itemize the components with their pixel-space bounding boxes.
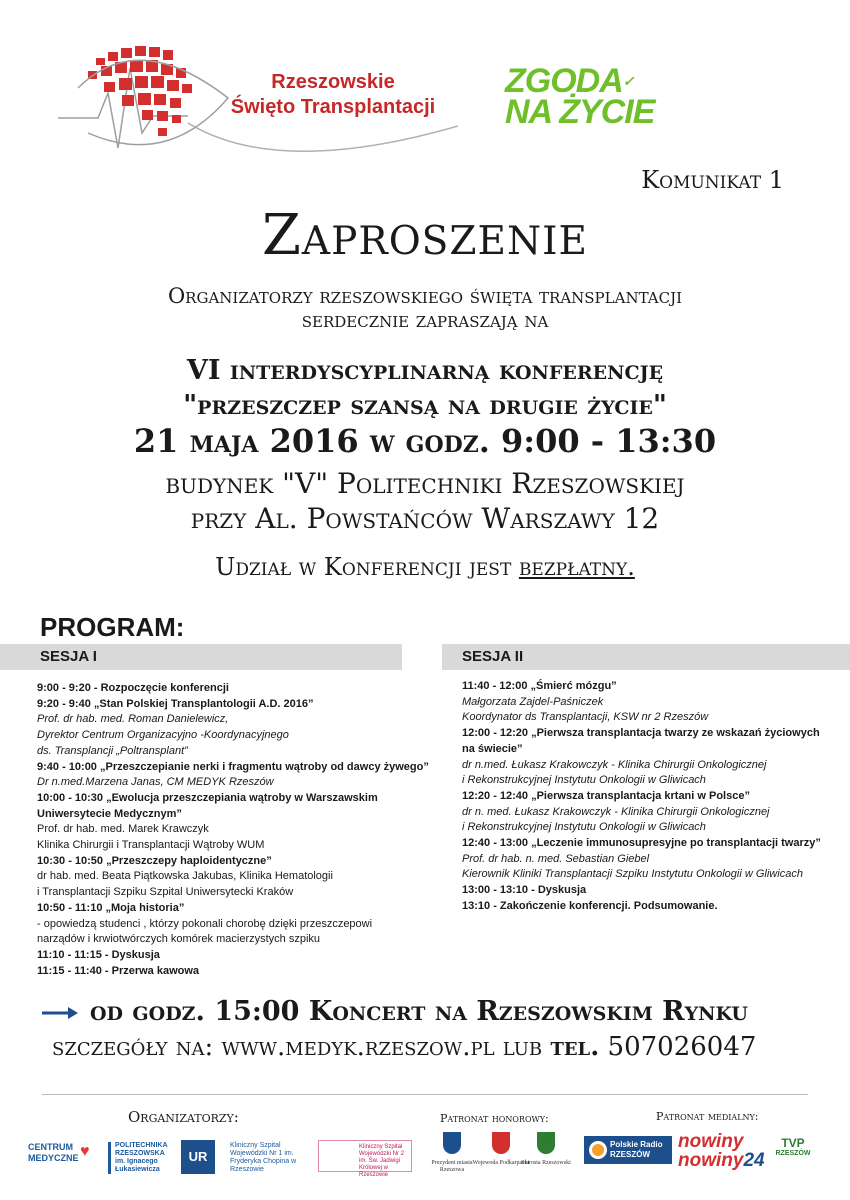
program-line: 9:20 - 9:40 „Stan Polskiej Transplantologii A.D. 2016”: [37, 697, 314, 710]
tvp-sub: RZESZÓW: [775, 1150, 811, 1157]
nowiny-logo: [678, 1132, 765, 1170]
organizers-heading: Organizatorzy:: [128, 1108, 239, 1126]
komunikat-label: Komunikat 1: [641, 166, 784, 194]
program-line: 11:40 - 12:00 „Śmierć mózgu”: [462, 680, 617, 692]
rst-logo-text: [208, 70, 458, 120]
program-line: dr n.med. Łukasz Krakowczyk - Klinika Chirurgii Onkologicznej: [462, 758, 767, 771]
program-line: 12:00 - 12:20 „Pierwsza transplantacja twarzy ze wskazań życiowych: [462, 727, 820, 740]
program-line: 10:30 - 10:50 „Przeszczepy haploidentyczne”: [37, 854, 272, 867]
concert-announcement: [42, 996, 842, 1027]
program-line: narządów i krwiotwórczych komórek macierzystych szpiku: [37, 933, 321, 946]
program-heading: PROGRAM:: [40, 612, 185, 642]
session1-header: [0, 644, 402, 670]
details-prefix: szczegóły na: www.medyk.rzeszow.pl lub: [52, 1032, 551, 1062]
program-line: 9:40 - 10:00 „Przeszczepianie nerki i fragmentu wątroby od dawcy żywego”: [37, 760, 429, 773]
conference-name-line1: VI interdyscyplinarną konferencję: [186, 355, 664, 386]
program-line: i Rekonstrukcyjnej Instytutu Onkologii w Gliwicach: [462, 821, 706, 834]
program-line: ds. Transplancji „Poltransplant”: [37, 744, 188, 757]
program-line: dr n. med. Łukasz Krakowczyk - Klinika Chirurgii Onkologicznej: [462, 805, 770, 818]
szpital-nr1-logo: Kliniczny Szpital Wojewódzki Nr 1 im. Fryderyka Chopina w Rzeszowie: [230, 1142, 297, 1173]
program-line: Prof. dr hab. n. med. Sebastian Giebel: [462, 852, 650, 865]
venue-line1: budynek "V" Politechniki Rzeszowskiej: [165, 467, 685, 500]
podkarpacie-crest-icon: [492, 1132, 510, 1154]
free-entry-prefix: Udział w Konferencji jest: [215, 553, 519, 581]
organizers-line2: serdecznie zapraszają na: [301, 308, 549, 332]
program-line: i Rekonstrukcyjnej Instytutu Onkologii w Gliwicach: [462, 774, 706, 787]
program-line: 13:00 - 13:10 - Dyskusja: [462, 884, 587, 897]
details-line: [52, 1032, 756, 1062]
program-line: Dyrektor Centrum Organizacyjno -Koordynacyjnego: [37, 729, 289, 742]
radio-icon: [589, 1141, 607, 1159]
szpital-nr2-logo: Kliniczny Szpital Wojewódzki Nr 2 im. Św. Jadwigi Królowej w Rzeszowie: [318, 1140, 412, 1172]
session1-program: [37, 681, 442, 979]
zgoda-na-zycie-logo: [505, 62, 675, 131]
rst-logo-line2: Święto Transplantacji: [230, 96, 436, 118]
session2-title: SESJA II: [462, 648, 524, 665]
program-line: - opowiedzą studenci , którzy pokonali chorobę dzięki przeszczepowi: [37, 917, 373, 930]
honorary-starosta: Starosta Rzeszowski: [521, 1160, 571, 1166]
honorary-wojewoda: Wojewoda Podkarpacki: [472, 1160, 530, 1166]
program-line: i Transplantacji Szpiku Szpital Uniwersytecki Kraków: [37, 886, 294, 899]
program-line: 12:40 - 13:00 „Leczenie immunosupresyjne po transplantacji twarzy”: [462, 837, 821, 850]
powiat-crest-icon: [537, 1132, 555, 1154]
politechnika-logo: POLITECHNIKA RZESZOWSKA im. Ignacego Łukasiewicza: [108, 1142, 176, 1174]
program-line: 10:00 - 10:30 „Ewolucja przeszczepiania wątroby w Warszawskim: [37, 791, 378, 804]
polskie-radio-logo: Polskie Radio RZESZÓW: [584, 1136, 672, 1164]
rst-logo-line1: Rzeszowskie: [271, 71, 395, 93]
session2-header: [442, 644, 850, 670]
details-tel: 507026047: [599, 1032, 757, 1062]
tvp-logo: [768, 1136, 818, 1157]
program-line: Koordynator ds Transplantacji, KSW nr 2 Rzeszów: [462, 711, 709, 724]
program-line: 10:50 - 11:10 „Moja historia”: [37, 901, 185, 914]
rzeszow-crest-icon: [443, 1132, 461, 1154]
program-line: 9:00 - 9:20 - Rozpoczęcie konferencji: [37, 682, 229, 694]
program-line: 11:10 - 11:15 - Dyskusja: [37, 948, 160, 961]
program-line: Uniwersytecie Medycznym”: [37, 807, 182, 820]
zgoda-line1: ZGODA: [505, 62, 623, 100]
program-line: Prof. dr hab. med. Roman Danielewicz,: [37, 713, 229, 726]
arrow-right-icon: [42, 1006, 78, 1020]
free-entry-note: [0, 553, 850, 581]
session1-title: SESJA I: [40, 648, 97, 665]
details-tel-label: tel.: [550, 1032, 600, 1062]
organizers-line1: Organizatorzy rzeszowskiego święta transplantacji: [167, 284, 683, 308]
program-line: 11:15 - 11:40 - Przerwa kawowa: [37, 964, 200, 977]
honorary-prezydent: Prezydent miasta Rzeszowa: [431, 1160, 473, 1173]
free-entry-word: bezpłatny.: [518, 553, 635, 581]
honorary-patronage-heading: Patronat honorowy:: [440, 1112, 549, 1125]
conference-date: 21 maja 2016 w godz. 9:00 - 13:30: [133, 422, 717, 460]
program-line: Dr n.med.Marzena Janas, CM MEDYK Rzeszów: [37, 776, 274, 789]
nowiny24-text: nowiny24: [678, 1150, 765, 1171]
program-line: Kierownik Kliniki Transplantacji Szpiku Instytutu Onkologii w Gliwicach: [462, 868, 803, 881]
program-line: Małgorzata Zajdel-Paśniczek: [462, 695, 604, 708]
footer-divider: [42, 1094, 808, 1095]
nowiny-text: nowiny: [678, 1131, 744, 1152]
concert-text: od godz. 15:00 Koncert na Rzeszowskim Rynku: [90, 996, 748, 1027]
conference-name-line2: "przeszczep szansą na drugie życie": [183, 390, 667, 421]
ur-logo: UR: [181, 1140, 215, 1174]
venue-line2: przy Al. Powstańców Warszawy 12: [190, 502, 660, 535]
program-line: Klinika Chirurgii i Transplantacji Wątroby WUM: [37, 839, 265, 852]
media-patronage-heading: Patronat medialny:: [656, 1110, 759, 1123]
centrum-medyczne-logo: CENTRUM MEDYCZNE: [28, 1142, 79, 1163]
session2-program: [462, 679, 850, 915]
check-icon: ✓: [622, 73, 634, 89]
program-line: na świecie”: [462, 742, 523, 755]
zgoda-line2: NA ŻYCIE: [505, 93, 655, 131]
program-line: 12:20 - 12:40 „Pierwsza transplantacja krtani w Polsce”: [462, 789, 750, 802]
heart-icon: ♥: [80, 1143, 90, 1160]
tvp-text: TVP: [781, 1136, 805, 1150]
program-line: 13:10 - Zakończenie konferencji. Podsumowanie.: [462, 899, 718, 912]
program-line: dr hab. med. Beata Piątkowska Jakubas, Klinika Hematologii: [37, 870, 333, 883]
page-title: Zaproszenie: [262, 203, 588, 268]
program-line: Prof. dr hab. med. Marek Krawczyk: [37, 823, 209, 836]
